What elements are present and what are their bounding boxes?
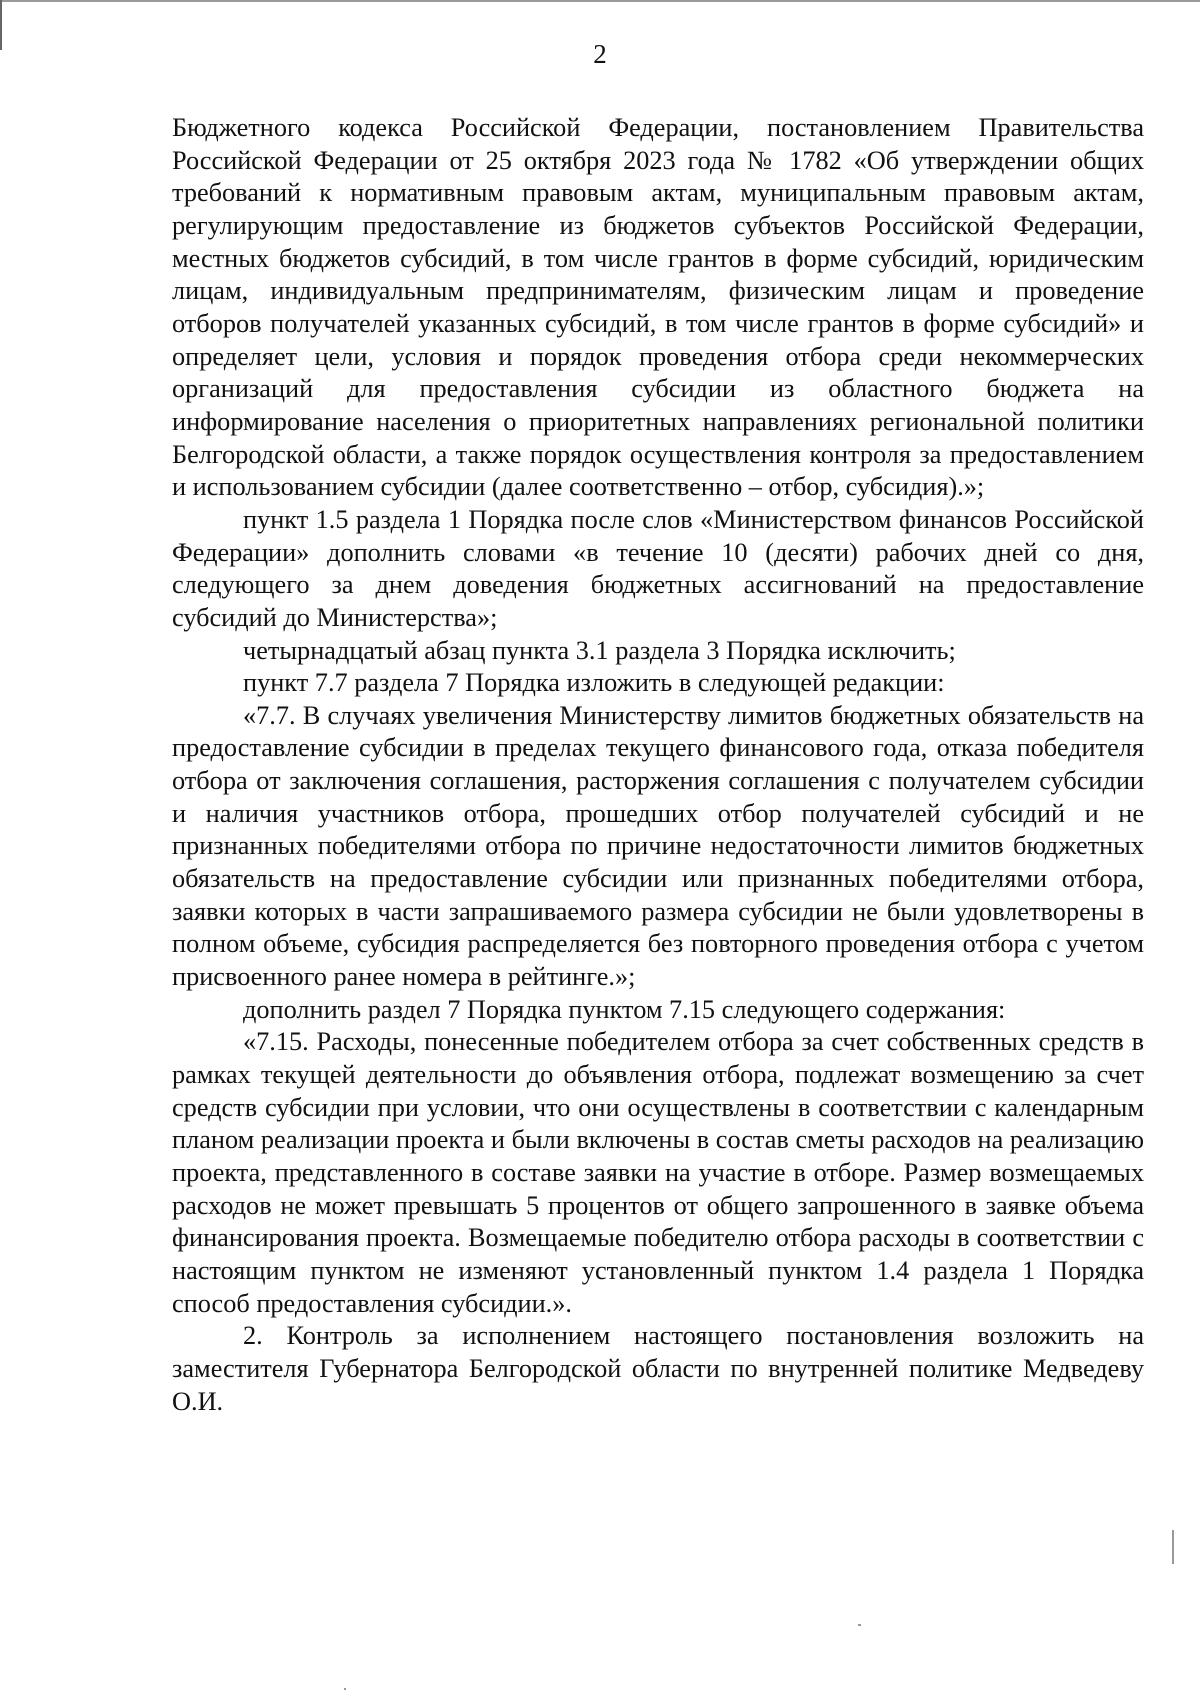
scan-edge-top bbox=[0, 0, 1200, 2]
document-body bbox=[172, 112, 1144, 1418]
paragraph-amendment-1-5: пункт 1.5 раздела 1 Порядка после слов «Министерством финансов Российской Федерации» дополнить словами «в течение 10 (десяти) рабочих дней со дня, следующего за днем доведения бюджетных ассигнований на предоставление субсидий до Министерства»; bbox=[172, 504, 1144, 632]
scan-speck bbox=[858, 1624, 861, 1626]
paragraph-continuation: Бюджетного кодекса Российской Федерации, постановлением Правительства Российской Федерации от 25 октября 2023 года № 1782 «Об утверждении общих требований к нормативным правовым актам, муниципальным правовым актам, регулирующим предоставление из бюджетов субъектов Российской Федерации, местных бюджетов субсидий, в том числе грантов в форме субсидий, юридическим лицам, индивидуальным предпринимателям, физическим лицам и проведение отборов получателей указанных субсидий, в том числе грантов в форме субсидий» и определяет цели, условия и порядок проведения отбора среди некоммерческих организаций для предоставления субсидии из областного бюджета на информирование населения о приоритетных направлениях региональной политики Белгородской области, а также порядок осуществления контроля за предоставлением и использованием субсидии (далее соответственно – отбор, субсидия).»; bbox=[172, 113, 1144, 502]
paragraph-amendment-7-7-intro: пункт 7.7 раздела 7 Порядка изложить в следующей редакции: bbox=[243, 668, 945, 698]
paragraph-amendment-7-15-intro: дополнить раздел 7 Порядка пунктом 7.15 следующего содержания: bbox=[243, 994, 1006, 1024]
paragraph-amendment-7-7-text: «7.7. В случаях увеличения Министерству лимитов бюджетных обязательств на предоставление субсидии в пределах текущего финансового года, отказа победителя отбора от заключения соглашения, расторжения соглашения с получателем субсидии и наличия участников отбора, прошедших отбор получателей субсидий и не признанных победителями отбора по причине недостаточности лимитов бюджетных обязательств на предоставление субсидии или признанных победителями отбора, заявки которых в части запрашиваемого размера субсидии не были удовлетворены в полном объеме, субсидия распределяется без повторного проведения отбора с учетом присвоенного ранее номера в рейтинге.»; bbox=[172, 700, 1144, 992]
scan-speck bbox=[344, 1688, 346, 1690]
scan-speck bbox=[1172, 1530, 1174, 1564]
paragraph-amendment-7-15-text: «7.15. Расходы, понесенные победителем отбора за счет собственных средств в рамках текущей деятельности до объявления отбора, подлежат возмещению за счет средств субсидии при условии, что они осуществлены в соответствии с календарным планом реализации проекта и были включены в состав сметы расходов на реализацию проекта, представленного в составе заявки на участие в отборе. Размер возмещаемых расходов не может превышать 5 процентов от общего запрошенного в заявке объема финансирования проекта. Возмещаемые победителю отбора расходы в соответствии с настоящим пунктом не изменяют установленный пунктом 1.4 раздела 1 Порядка способ предоставления субсидии.». bbox=[172, 1027, 1144, 1318]
page-number: 2 bbox=[593, 39, 607, 69]
paragraph-control-clause: 2. Контроль за исполнением настоящего постановления возложить на заместителя Губернатора Белгородской области по внутренней политике Медведеву О.И. bbox=[172, 1321, 1144, 1416]
paragraph-amendment-3-1: четырнадцатый абзац пункта 3.1 раздела 3 Порядка исключить; bbox=[243, 635, 956, 665]
